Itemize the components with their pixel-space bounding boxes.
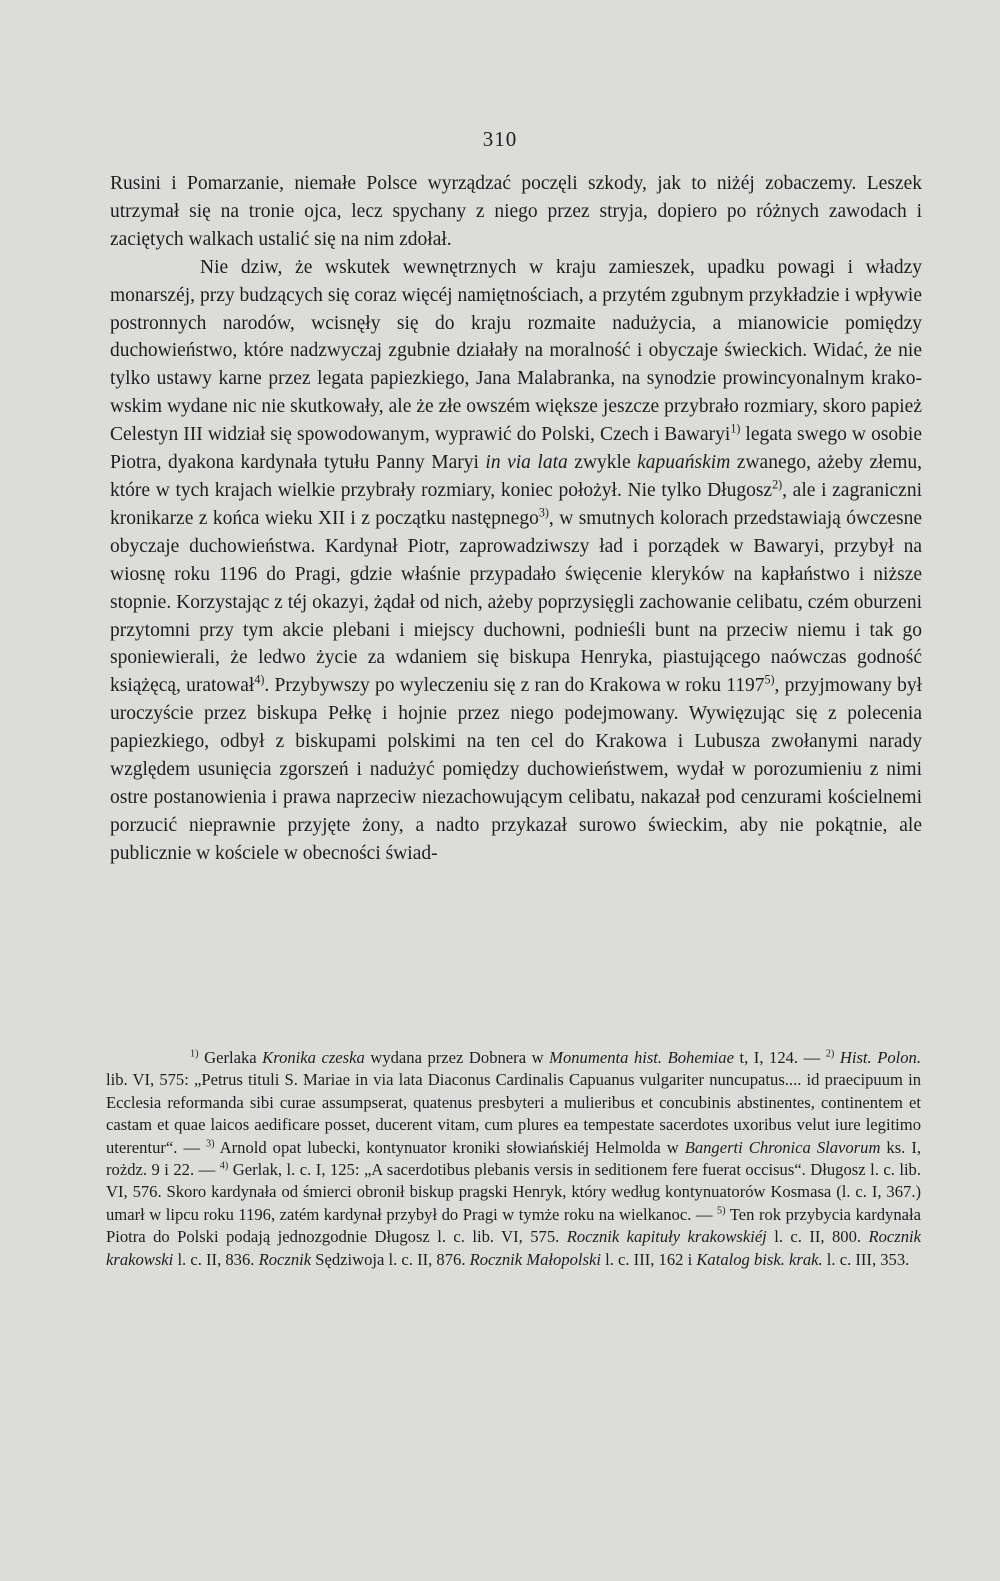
- text-run: , przyjmowany był uroczyście przez biskupa Pełkę i hojnie przez niego podejmowany. Wywięzując się z polecenia papiezkiego, odbył z biskupami polskimi na ten cel do Krakowa i Lubusza zwołanymi narady względem usunięcia zgorszeń i nadużyć pomiędzy duchowieństwem, wydał w porozumieniu z nimi ostre postanowienia i prawa naprzeciw niezachowującym celibatu, nakazał pod cenzurami kościelnemi porzucić nieprawnie przyjęte żony, a nadto przykazał surowo świeckim, aby nie pokątnie, ale publicznie w kościele w obecności świad-: [110, 675, 922, 864]
- footnote-italic: Rocznik Małopolski: [469, 1249, 601, 1269]
- footnote-text: Gerlaka: [198, 1048, 263, 1067]
- footnote-text: Ten rok przybycia kardynała Piotra do Polski podają jednozgodnie Długosz l. c. lib. VI, 575.: [106, 1204, 921, 1247]
- paragraph-2: [110, 254, 922, 868]
- text-run: . Przybywszy po wyleczeniu się z ran do Krakowa w roku 1197: [264, 675, 765, 697]
- footnote-ref-4: 4): [254, 672, 265, 687]
- text-run: , ale i zagraniczni kronikarze z końca wieku XII i z początku następnego: [110, 479, 923, 529]
- footnote-italic: Hist. Polon.: [839, 1048, 921, 1067]
- footnote-marker-2: 2): [825, 1048, 835, 1060]
- footnote-text: Sędziwoja l. c. II, 876.: [311, 1249, 470, 1269]
- footnote-text: Gerlak, l. c. I, 125: „A sacerdotibus plebanis versis in seditionem fere fuerat occisus“. Długosz l. c. lib. VI, 576. Skoro kardynała od śmierci obronił biskup pragski Henryk, który według kontynuatorów Kosmasa (l. c. I, 367.) umarł w lipcu roku 1196, zatém kardynał przybył do Pragi w tymże roku na wielkanoc. —: [106, 1160, 921, 1224]
- footnote-text: t, I, 124. —: [733, 1048, 826, 1067]
- footnote-italic: Katalog bisk. krak.: [696, 1249, 823, 1269]
- footnote-ref-5: 5): [764, 672, 775, 687]
- footnote-ref-2: 2): [772, 477, 783, 492]
- text-run: zwykle: [567, 452, 638, 474]
- footnote-italic: Kronika czeska: [262, 1048, 365, 1067]
- footnote-ref-1: 1): [730, 421, 741, 436]
- footnote-italic: Bangerti Chronica Slavorum: [684, 1137, 881, 1157]
- footnote-marker-4: 4): [219, 1160, 229, 1172]
- text-run: zwanego, ażeby złemu, które w tych krajach wielkie przybrały rozmiary, koniec położył. Nie tylko Długosz: [110, 452, 922, 501]
- footnote-text: lib. VI, 575: „Petrus tituli S. Mariae in via lata Diaconus Cardinalis Capuanus vulgariter nuncupatus.... id praecipuum in Ecclesia reformanda sibi curae assumpserat, quatenus presbyteri a mulieribus et concubinis abstinentes, continentem et castam et quae laicos aedificare posset, ducerent vitam, cum plures ea tempestate sacerdotes uxoribus velut iure legitimo uterentur“. —: [106, 1070, 921, 1157]
- italic-run: kapuańskim: [637, 452, 731, 474]
- footnote-italic: Monumenta hist. Bohemiae: [549, 1048, 734, 1067]
- footnote-italic: Rocznik kapituły krakowskiéj: [566, 1227, 767, 1247]
- footnote-text: l. c. III, 353.: [822, 1249, 910, 1269]
- footnote-italic: Rocznik: [258, 1249, 312, 1269]
- main-text: [110, 170, 922, 868]
- text-run: Nie dziw, że wskutek wewnętrznych w kraju zamieszek, upadku powagi i władzy monarszéj, przy budzących się coraz więcéj namiętnościach, a przytém zgubnym przykładzie i wpływie postronnych narodów, wcisnęły się do kraju rozmaite nadużycia, a mianowicie pomiędzy duchowieństwo, które nadzwyczaj zgubnie działały na moralność i obyczaje świeckich. Widać, że nie tylko ustawy karne przez legata papiezkiego, Jana Malabranka, na synodzie prowincyonalnym krakowskim wydane nic nie skutkowały, ale że złe owszém większe jeszcze przybrało rozmiary, skoro papież Celestyn III widział się spowodowanym, wyprawić do Polski, Czech i Bawaryi: [110, 256, 922, 446]
- footnote-text: l. c. II, 836.: [173, 1249, 259, 1269]
- footnote-text: l. c. II, 800.: [766, 1227, 869, 1247]
- footnote-marker-5: 5): [717, 1205, 726, 1217]
- text-run: , w smutnych kolorach przedstawiają ówczesne obyczaje duchowieństwa. Kardynał Piotr, zaprowadziwszy ład i porządek w Bawaryi, przybył na wiosnę roku 1196 do Pragi, gdzie właśnie przypadało święcenie kleryków na kapłaństwo i niższe stopnie. Korzystając z téj okazyi, żądał od nich, ażeby poprzysięgli zachowanie celibatu, czém oburzeni przytomni przy tym akcie plebani i miejscy duchowni, podnieśli bunt na przeciw niemu i tak go sponiewierali, że ledwo życie za wdaniem się biskupa Henryka, piastującego naówczas godność książęcą, uratował: [110, 507, 922, 697]
- footnote-ref-3: 3): [538, 505, 549, 520]
- footnote-text: ks. I, rożdz. 9 i 22. —: [106, 1137, 922, 1180]
- footnote-text: Arnold opat lubecki, kontynuator kroniki słowiańskiéj Helmolda w: [214, 1137, 685, 1157]
- footnotes: [106, 1047, 921, 1271]
- page-number: 310: [482, 127, 518, 151]
- footnote-marker-3: 3): [206, 1138, 215, 1150]
- footnote-italic: Rocznik krakowski: [106, 1227, 921, 1269]
- footnote-block: [106, 1047, 921, 1271]
- paragraph-1: Rusini i Pomarzanie, niemałe Polsce wyrządzać poczęli szkody, jak to niżéj zobaczemy. Leszek utrzymał się na tronie ojca, lecz spychany z niego przez stryja, dopiero po różnych zawodach i zaciętych walkach ustalić się na nim zdołał.: [110, 173, 922, 250]
- text-run: legata swego w osobie Piotra, dyakona kardynała tytułu Panny Maryi: [110, 424, 922, 474]
- footnote-text: wydana przez Dobnera w: [364, 1048, 550, 1067]
- footnote-text: l. c. III, 162 i: [600, 1249, 697, 1269]
- italic-run: in via lata: [485, 452, 568, 474]
- footnote-marker-1: 1): [190, 1048, 199, 1060]
